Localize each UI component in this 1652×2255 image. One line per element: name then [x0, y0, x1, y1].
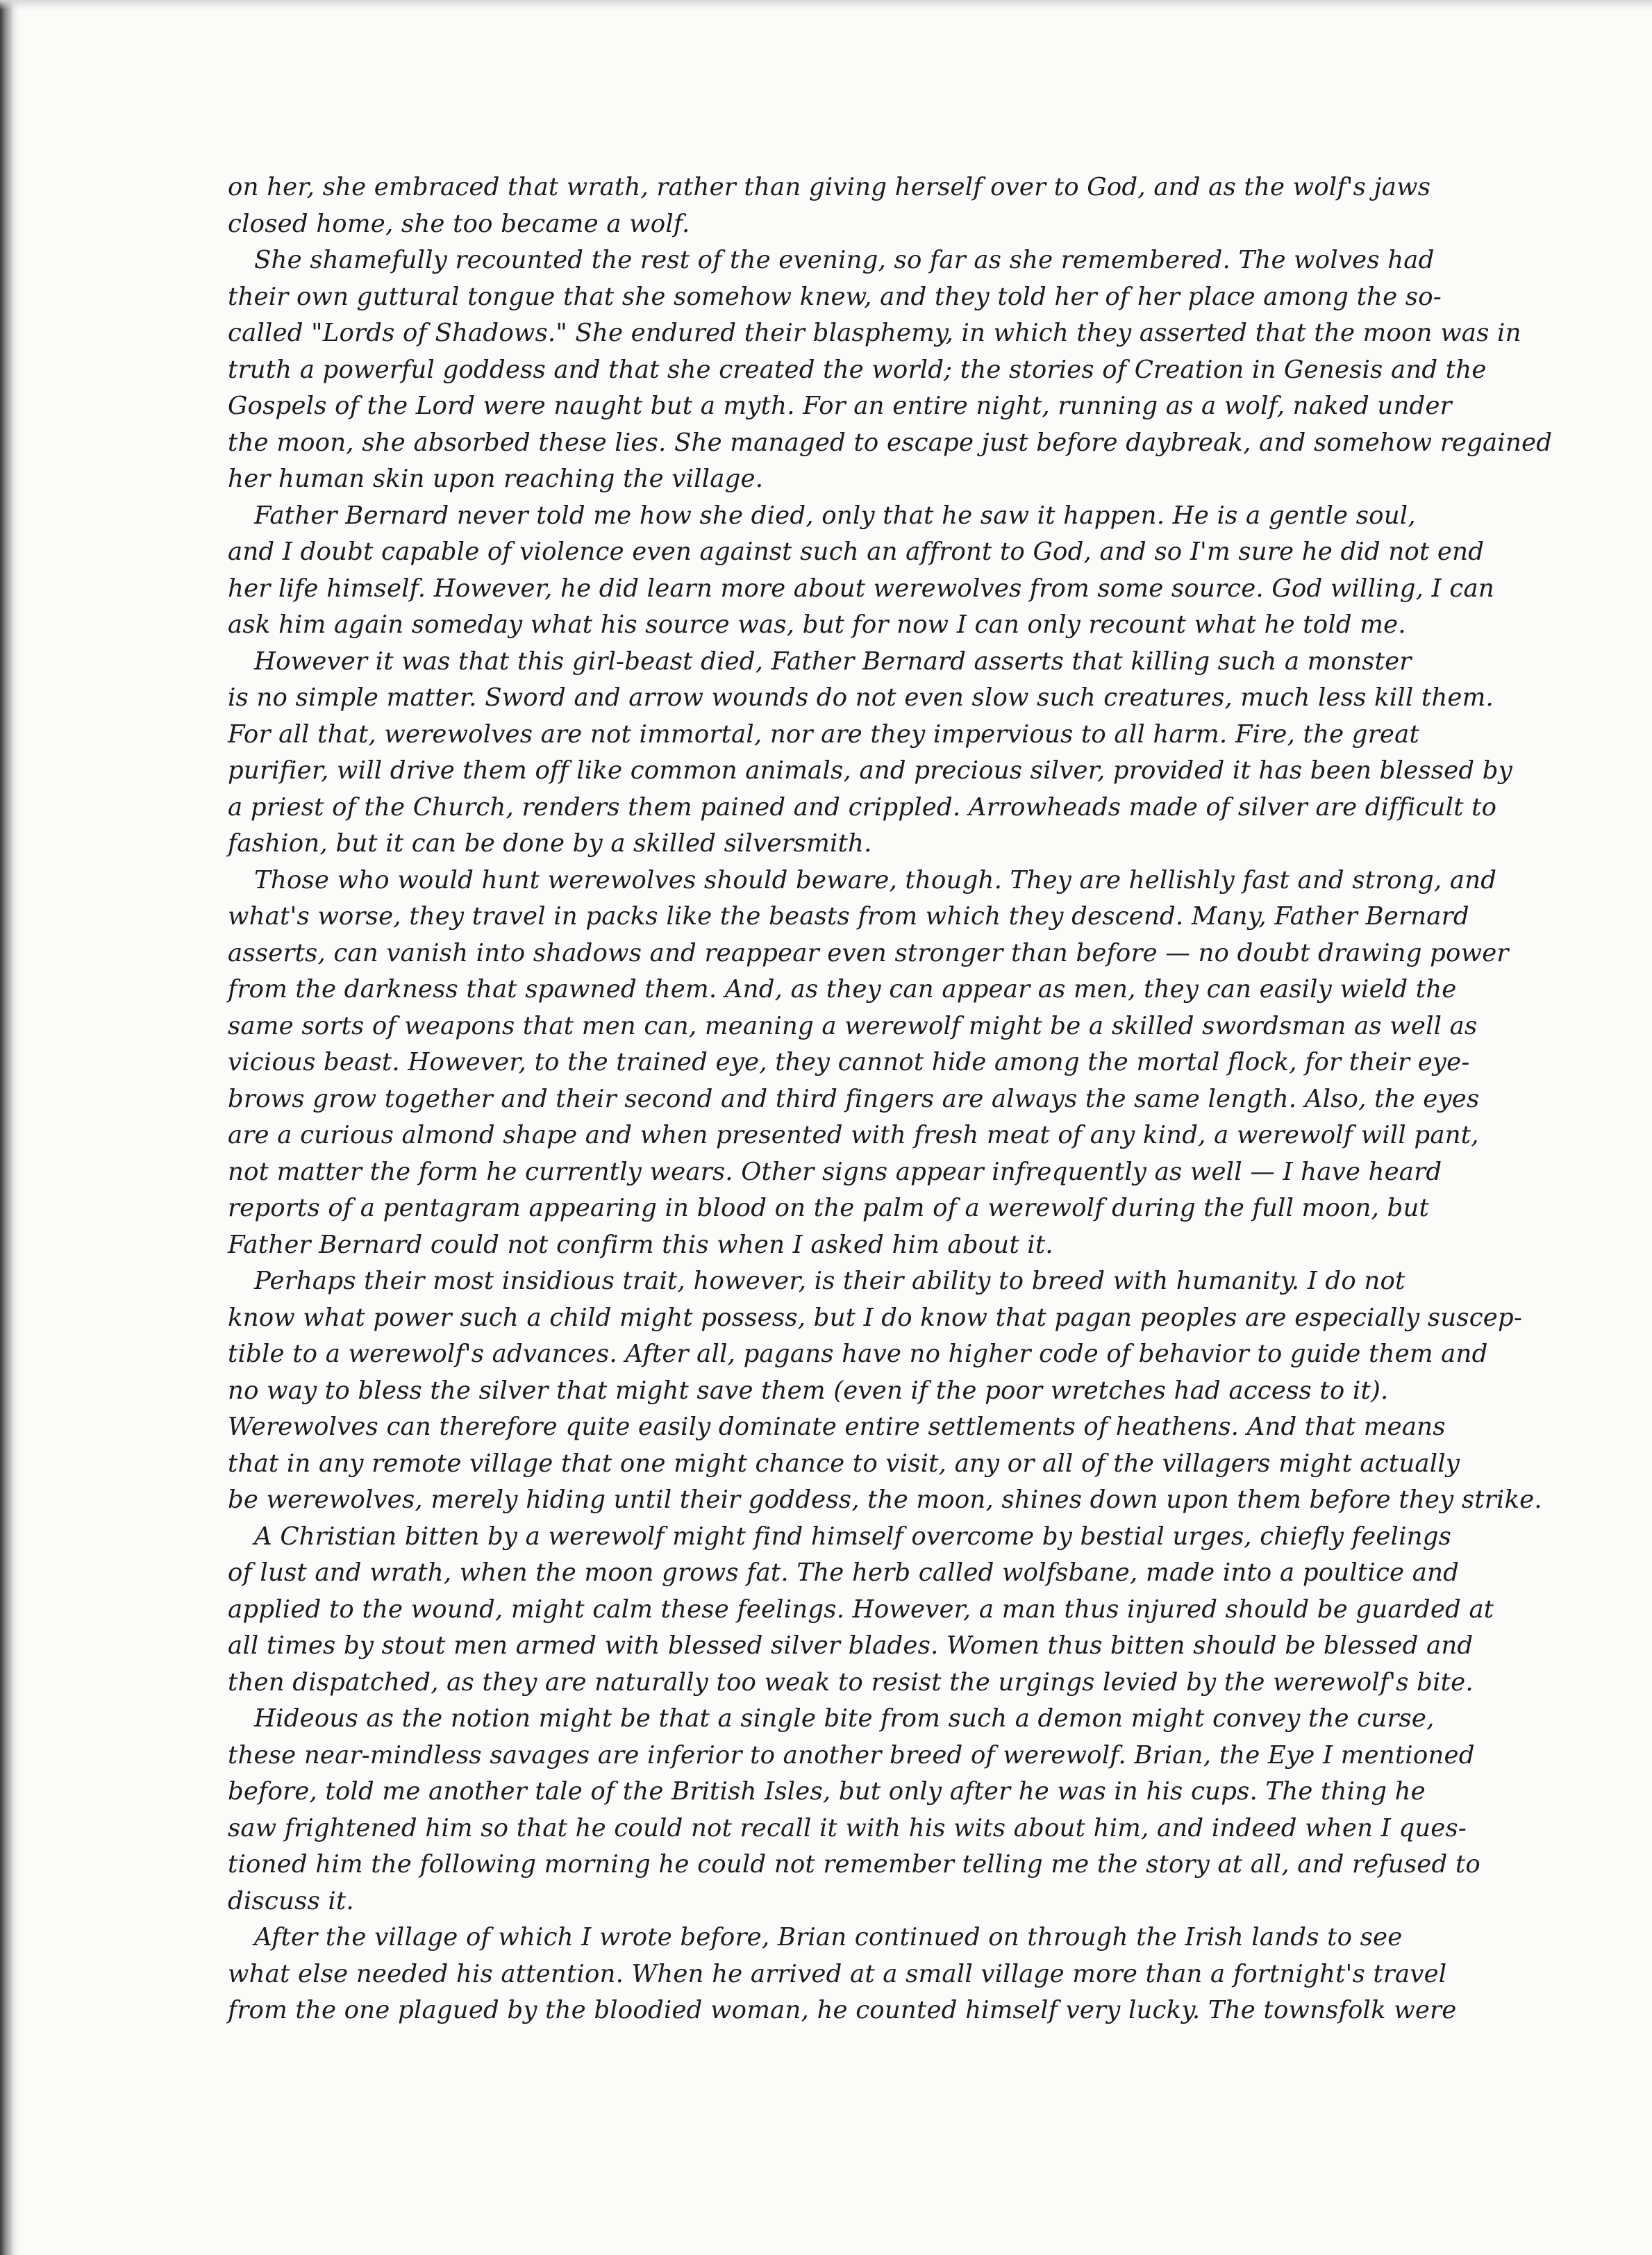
paragraph	[228, 1263, 1603, 1519]
scan-top-shadow	[0, 0, 1652, 10]
text-line: same sorts of weapons that men can, meaning a werewolf might be a skilled swordsman as well as	[228, 1011, 1478, 1040]
paragraph	[228, 863, 1603, 1264]
text-line: tible to a werewolf's advances. After all, pagans have no higher code of behavior to guide them and	[228, 1340, 1488, 1368]
paragraph	[228, 644, 1603, 863]
text-line: After the village of which I wrote before, Brian continued on through the Irish lands to see	[254, 1923, 1403, 1952]
text-line: that in any remote village that one might chance to visit, any or all of the villagers might actually	[228, 1449, 1460, 1478]
text-line: from the darkness that spawned them. And, as they can appear as men, they can easily wield the	[228, 975, 1457, 1004]
text-line: closed home, she too became a wolf.	[228, 209, 690, 238]
text-line: purifier, will drive them off like common animals, and precious silver, provided it has been blessed by	[228, 756, 1512, 785]
text-line: are a curious almond shape and when presented with fresh meat of any kind, a werewolf will pant,	[228, 1121, 1479, 1149]
paragraph	[228, 242, 1603, 498]
text-line: Those who would hunt werewolves should beware, though. They are hellishly fast and strong, and	[254, 865, 1497, 894]
text-line: She shamefully recounted the rest of the evening, so far as she remembered. The wolves had	[254, 246, 1435, 274]
text-line: a priest of the Church, renders them pained and crippled. Arrowheads made of silver are difficult to	[228, 792, 1497, 822]
text-line: Father Bernard never told me how she died, only that he saw it happen. He is a gentle soul,	[254, 501, 1416, 530]
text-line: tioned him the following morning he could not remember telling me the story at all, and refused to	[228, 1850, 1480, 1879]
text-line: on her, she embraced that wrath, rather than giving herself over to God, and as the wolf's jaws	[228, 173, 1431, 201]
text-line: all times by stout men armed with blessed silver blades. Women thus bitten should be blessed and	[228, 1631, 1474, 1660]
text-line: is no simple matter. Sword and arrow wounds do not even slow such creatures, much less kill them.	[228, 683, 1494, 712]
text-line: no way to bless the silver that might save them (even if the poor wretches had access to it).	[228, 1376, 1389, 1405]
text-line: discuss it.	[228, 1886, 354, 1915]
paragraph	[228, 1701, 1603, 1920]
text-line: brows grow together and their second and third fingers are always the same length. Also, the eyes	[228, 1084, 1480, 1113]
paragraph	[228, 1920, 1603, 2029]
text-line: A Christian bitten by a werewolf might find himself overcome by bestial urges, chiefly feelings	[254, 1522, 1452, 1551]
paragraph	[228, 169, 1603, 242]
text-line: applied to the wound, might calm these feelings. However, a man thus injured should be guarded at	[228, 1595, 1494, 1624]
text-line: truth a powerful goddess and that she created the world; the stories of Creation in Genesis and the	[228, 355, 1487, 384]
text-line: fashion, but it can be done by a skilled silversmith.	[228, 829, 872, 858]
text-line: know what power such a child might possess, but I do know that pagan peoples are especially suscep-	[228, 1303, 1523, 1332]
text-line: what else needed his attention. When he arrived at a small village more than a fortnight's travel	[228, 1959, 1447, 1988]
scan-edge-shadow	[0, 0, 19, 2255]
text-line: the moon, she absorbed these lies. She managed to escape just before daybreak, and somehow regained	[228, 428, 1553, 457]
text-line: not matter the form he currently wears. Other signs appear infrequently as well — I have heard	[228, 1157, 1442, 1186]
paragraph	[228, 1519, 1603, 1701]
text-line: vicious beast. However, to the trained eye, they cannot hide among the mortal flock, for their eye-	[228, 1048, 1470, 1076]
text-line: and I doubt capable of violence even against such an affront to God, and so I'm sure he did not end	[228, 538, 1485, 566]
text-line: For all that, werewolves are not immortal, nor are they impervious to all harm. Fire, the great	[228, 719, 1419, 749]
text-line: Werewolves can therefore quite easily dominate entire settlements of heathens. And that means	[228, 1413, 1446, 1441]
text-line: Hideous as the notion might be that a single bite from such a demon might convey the curse,	[254, 1704, 1435, 1733]
text-line: saw frightened him so that he could not recall it with his wits about him, and indeed when I ques-	[228, 1813, 1467, 1842]
text-line: ask him again someday what his source was, but for now I can only recount what he told me.	[228, 610, 1406, 639]
paragraph	[228, 498, 1603, 644]
text-line: Gospels of the Lord were naught but a myth. For an entire night, running as a wolf, naked under	[228, 392, 1452, 420]
text-line: reports of a pentagram appearing in blood on the palm of a werewolf during the full moon, but	[228, 1194, 1430, 1222]
text-line: these near-mindless savages are inferior to another breed of werewolf. Brian, the Eye I mentioned	[228, 1740, 1475, 1770]
text-line: of lust and wrath, when the moon grows fat. The herb called wolfsbane, made into a poultice and	[228, 1558, 1460, 1587]
text-line: what's worse, they travel in packs like the beasts from which they descend. Many, Father Bernard	[228, 902, 1469, 931]
text-line: called "Lords of Shadows." She endured their blasphemy, in which they asserted that the moon was in	[228, 319, 1521, 347]
text-line: from the one plagued by the bloodied woman, he counted himself very lucky. The townsfolk were	[228, 1996, 1457, 2024]
text-line: then dispatched, as they are naturally too weak to resist the urgings levied by the werewolf's bite.	[228, 1667, 1474, 1697]
text-line: However it was that this girl-beast died, Father Bernard asserts that killing such a monster	[254, 647, 1412, 676]
text-line: be werewolves, merely hiding until their goddess, the moon, shines down upon them before they strike.	[228, 1486, 1542, 1514]
text-line: her human skin upon reaching the village.	[228, 465, 764, 493]
text-line: her life himself. However, he did learn more about werewolves from some source. God willing, I can	[228, 574, 1494, 603]
text-line: Perhaps their most insidious trait, however, is their ability to breed with humanity. I do not	[254, 1267, 1405, 1295]
body-text	[228, 169, 1603, 2211]
text-line: their own guttural tongue that she somehow knew, and they told her of her place among the so-	[228, 282, 1442, 311]
text-line: Father Bernard could not confirm this when I asked him about it.	[228, 1230, 1053, 1259]
text-line: asserts, can vanish into shadows and reappear even stronger than before — no doubt drawing power	[228, 938, 1509, 967]
text-line: before, told me another tale of the British Isles, but only after he was in his cups. The thing he	[228, 1777, 1426, 1806]
